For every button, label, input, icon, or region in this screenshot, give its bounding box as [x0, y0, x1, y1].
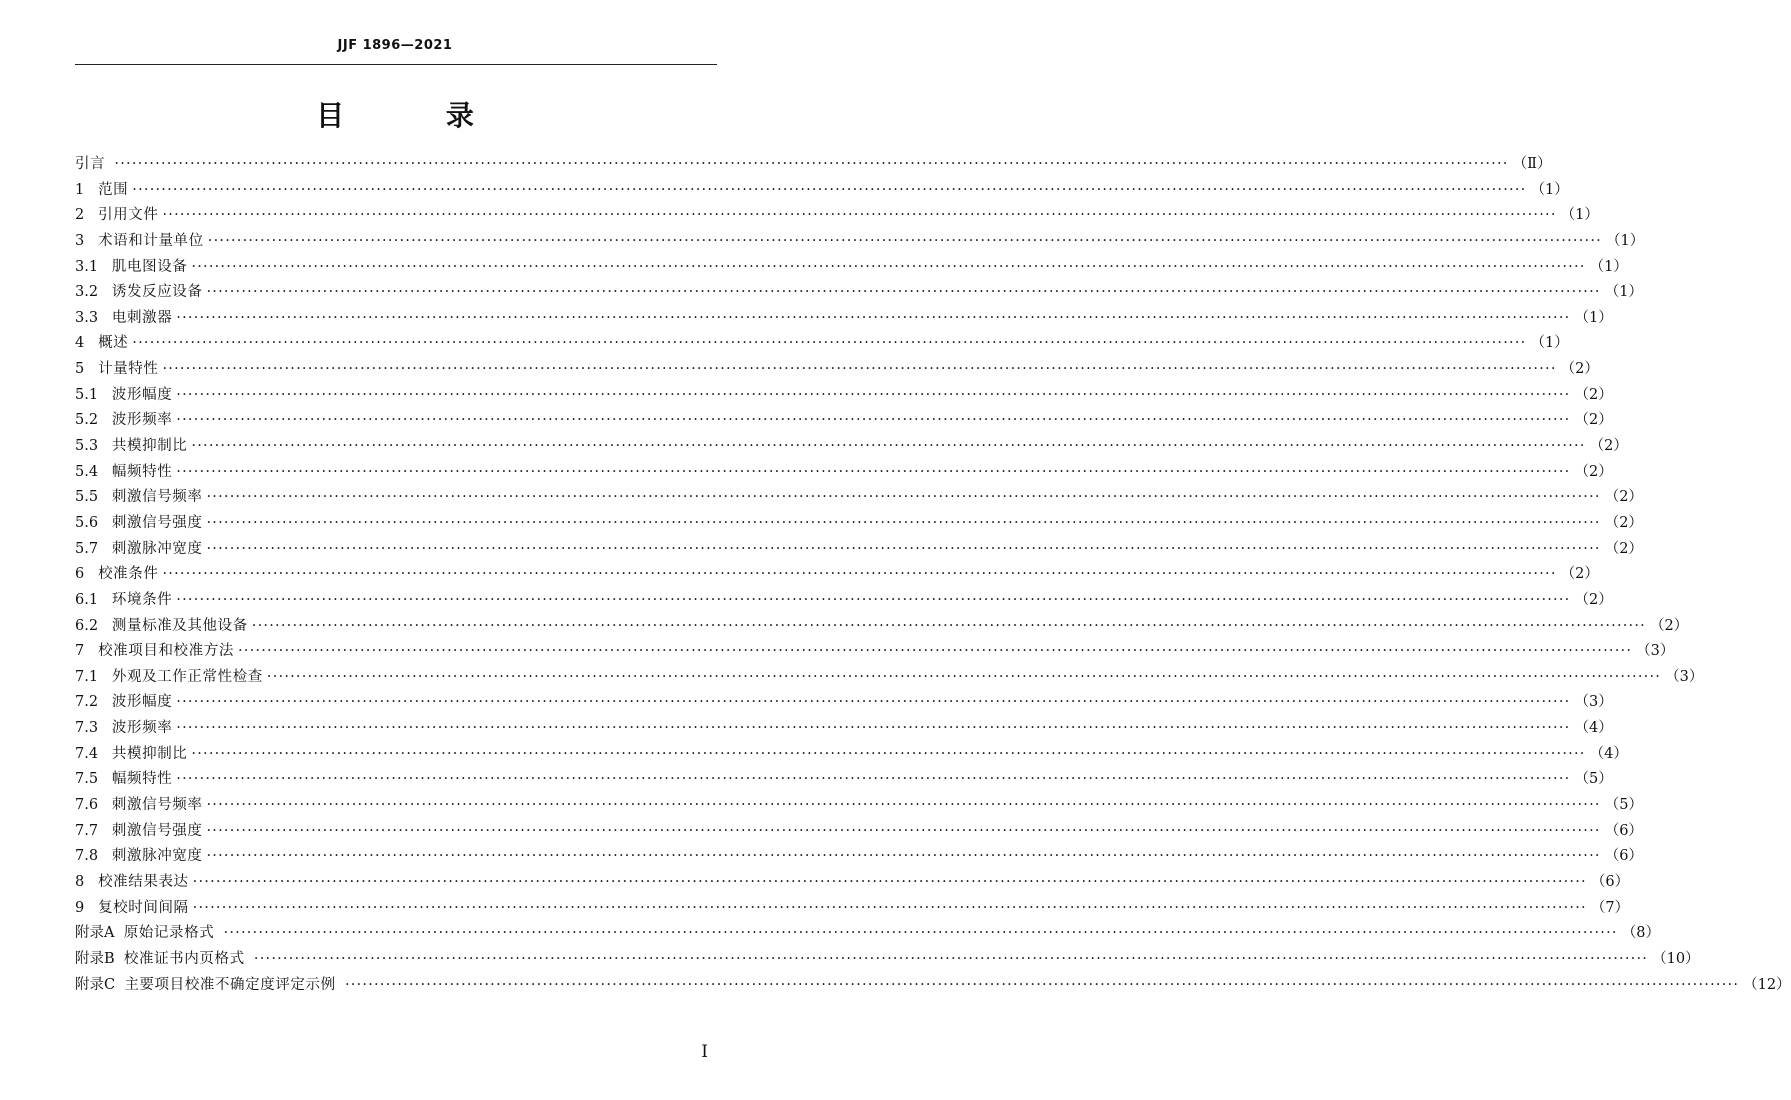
toc-leader-dots: ················································································································································································································································ [191, 258, 1586, 275]
toc-leader-dots: ················································································································································································································································ [206, 797, 1601, 814]
toc-entry-label: 电刺激器 [111, 309, 173, 326]
toc-entry-number: 1 [75, 181, 99, 198]
toc-entry[interactable] [75, 511, 1643, 537]
toc-entry-number: 5.7 [75, 540, 112, 557]
toc-leader-dots: ················································································································································································································································ [176, 771, 1571, 788]
toc-leader-dots: ················································································································································································································································ [206, 540, 1601, 557]
toc-entry-page: （2） [1589, 438, 1628, 455]
toc-entry-number: 7.3 [75, 720, 112, 737]
toc-entry-number: 7.4 [75, 745, 112, 762]
toc-entry-number: 6.2 [75, 617, 112, 634]
toc-entry-page: （1） [1574, 309, 1613, 326]
toc-entry-page: （2） [1650, 617, 1689, 634]
toc-entry[interactable] [75, 408, 1613, 434]
toc-entry-label: 诱发反应设备 [111, 284, 203, 301]
toc-entry[interactable] [75, 229, 1645, 255]
toc-entry-label: 刺激信号强度 [111, 514, 203, 531]
toc-entry-number: 2 [75, 207, 99, 224]
toc-entry-page: （1） [1604, 284, 1643, 301]
toc-entry-page: （10） [1652, 950, 1700, 967]
toc-entry-label: 刺激信号强度 [111, 822, 203, 839]
toc-leader-dots: ················································································································································································································································ [176, 720, 1571, 737]
toc-leader-dots: ················································································································································································································································ [266, 668, 1662, 685]
toc-entry-label: 共模抑制比 [111, 745, 188, 762]
toc-leader-dots: ················································································································································································································································ [192, 873, 1587, 890]
toc-entry-number: 6.1 [75, 591, 112, 608]
document-header: JJF 1896—2021 [337, 38, 453, 53]
toc-leader-dots: ················································································································································································································································ [191, 438, 1586, 455]
toc-entry-page: （12） [1743, 976, 1791, 993]
toc-leader-dots: ················································································································································································································································ [176, 309, 1571, 326]
toc-entry-label: 引用文件 [98, 207, 159, 224]
toc-entry-label: 环境条件 [111, 591, 173, 608]
toc-leader-dots: ················································································································································································································································ [114, 156, 1509, 172]
toc-leader-dots: ················································································································································································································································ [344, 976, 1740, 993]
toc-entry-number: 5.2 [75, 412, 112, 429]
toc-entry-label: 刺激脉冲宽度 [111, 848, 203, 865]
toc-leader-dots: ················································································································································································································································ [132, 181, 1527, 198]
toc-leader-dots: ················································································································································································································································ [176, 463, 1571, 480]
toc-leader-dots: ················································································································································································································································ [162, 207, 1557, 224]
toc-leader-dots: ················································································································································································································································ [176, 694, 1571, 711]
toc-entry-number: 5.5 [75, 489, 112, 506]
toc-entry[interactable] [75, 896, 1630, 922]
toc-leader-dots: ················································································································································································································································ [206, 489, 1601, 506]
toc-leader-dots: ················································································································································································································································ [192, 899, 1587, 916]
toc-leader-dots: ················································································································································································································································ [176, 386, 1571, 403]
toc-entry-label: 原始记录格式 [123, 925, 220, 942]
toc-entry[interactable] [75, 742, 1628, 768]
toc-entry[interactable] [75, 280, 1643, 306]
toc-entry-label: 幅频特性 [111, 463, 173, 480]
toc-entry-number: 附录C [75, 976, 125, 993]
toc-leader-dots: ················································································································································································································································ [162, 566, 1557, 583]
toc-entry[interactable] [75, 306, 1613, 332]
toc-entry-number: 7.7 [75, 822, 112, 839]
toc-entry-number: 3.1 [75, 258, 112, 275]
toc-entry-number: 附录A [75, 925, 124, 942]
toc-entry-page: （2） [1604, 514, 1643, 531]
toc-entry[interactable] [75, 485, 1643, 511]
toc-entry-number: 5.3 [75, 438, 112, 455]
toc-entry-label: 波形频率 [111, 720, 173, 737]
toc-entry-label: 引言 [75, 156, 111, 172]
toc-entry[interactable] [75, 383, 1613, 409]
toc-entry-number: 7.2 [75, 694, 112, 711]
toc-entry-number: 4 [75, 335, 99, 352]
toc-entry[interactable] [75, 844, 1643, 870]
toc-entry-label: 校准项目和校准方法 [98, 643, 234, 660]
toc-entry-label: 校准条件 [98, 566, 159, 583]
toc-entry[interactable] [75, 434, 1628, 460]
toc-entry-number: 7.1 [75, 668, 112, 685]
toc-entry[interactable] [75, 537, 1643, 563]
toc-entry-label: 波形频率 [111, 412, 173, 429]
toc-entry-number: 5.1 [75, 386, 112, 403]
toc-leader-dots: ················································································································································································································································ [206, 284, 1601, 301]
toc-entry-number: 8 [75, 873, 99, 890]
toc-entry[interactable] [75, 562, 1599, 588]
toc-leader-dots: ················································································································································································································································ [206, 848, 1601, 865]
toc-leader-dots: ················································································································································································································································ [207, 232, 1602, 249]
toc-entry-number: 7.5 [75, 771, 112, 788]
toc-entry[interactable] [75, 152, 1552, 178]
toc-entry-label: 复校时间间隔 [98, 899, 189, 916]
toc-entry-label: 肌电图设备 [111, 258, 188, 275]
toc-entry[interactable] [75, 690, 1613, 716]
toc-entry-label: 术语和计量单位 [98, 232, 204, 249]
toc-entry-page: （5） [1604, 797, 1643, 814]
toc-entry-page: （1） [1589, 258, 1628, 275]
toc-entry-page: （2） [1560, 361, 1599, 378]
toc-entry-page: （2） [1574, 463, 1613, 480]
toc-entry-number: 9 [75, 899, 99, 916]
page-number: I [701, 1042, 708, 1062]
toc-entry-page: （4） [1589, 745, 1628, 762]
toc-leader-dots: ················································································································································································································································ [176, 591, 1571, 608]
toc-entry-page: （6） [1590, 873, 1630, 890]
toc-entry-number: 附录B [75, 950, 124, 967]
toc-entry-number: 5 [75, 361, 99, 378]
toc-entry-label: 校准结果表达 [98, 873, 189, 890]
toc-entry[interactable] [75, 255, 1628, 281]
toc-entry-page: （Ⅱ） [1512, 156, 1552, 172]
table-of-contents [75, 152, 1791, 998]
toc-entry[interactable] [75, 665, 1704, 691]
toc-entry-page: （5） [1574, 771, 1613, 788]
toc-leader-dots: ················································································································································································································································ [162, 361, 1557, 378]
toc-entry-page: （3） [1574, 694, 1613, 711]
toc-entry-label: 刺激脉冲宽度 [111, 540, 203, 557]
toc-leader-dots: ················································································································································································································································ [191, 745, 1586, 762]
toc-entry-number: 3 [75, 232, 99, 249]
toc-entry-label: 测量标准及其他设备 [111, 617, 248, 634]
toc-entry-page: （2） [1574, 386, 1613, 403]
toc-entry[interactable] [75, 819, 1643, 845]
toc-entry-number: 7.8 [75, 848, 112, 865]
toc-entry-label: 波形幅度 [111, 386, 173, 403]
toc-entry-page: （2） [1604, 489, 1643, 506]
toc-leader-dots: ················································································································································································································································ [206, 822, 1601, 839]
toc-entry[interactable] [75, 767, 1613, 793]
toc-entry-page: （3） [1636, 643, 1675, 660]
toc-leader-dots: ················································································································································································································································ [251, 617, 1646, 634]
toc-leader-dots: ················································································································································································································································ [132, 335, 1527, 352]
toc-entry[interactable] [75, 716, 1613, 742]
toc-entry-label: 幅频特性 [111, 771, 173, 788]
page-title: 目 录 [316, 99, 520, 132]
toc-entry-page: （2） [1574, 591, 1613, 608]
toc-entry-number: 3.3 [75, 309, 112, 326]
toc-entry-page: （6） [1604, 848, 1643, 865]
toc-entry[interactable] [75, 793, 1643, 819]
toc-entry-label: 外观及工作正常性检查 [111, 668, 263, 685]
toc-entry-label: 计量特性 [98, 361, 159, 378]
toc-entry[interactable] [75, 947, 1700, 973]
toc-entry-page: （3） [1665, 668, 1704, 685]
toc-entry[interactable] [75, 921, 1660, 947]
toc-leader-dots: ················································································································································································································································ [206, 514, 1601, 531]
toc-entry-page: （2） [1560, 566, 1599, 583]
toc-entry-number: 3.2 [75, 284, 112, 301]
toc-entry-label: 概述 [98, 335, 129, 352]
toc-entry[interactable] [75, 639, 1675, 665]
toc-entry[interactable] [75, 331, 1569, 357]
toc-entry-page: （2） [1574, 412, 1613, 429]
toc-entry-page: （1） [1530, 181, 1569, 198]
toc-entry-label: 范围 [98, 181, 129, 198]
toc-entry-page: （1） [1560, 207, 1599, 224]
toc-entry-page: （6） [1604, 822, 1643, 839]
toc-entry-page: （2） [1604, 540, 1643, 557]
toc-entry-page: （7） [1590, 899, 1630, 916]
toc-entry[interactable] [75, 357, 1599, 383]
toc-leader-dots: ················································································································································································································································ [176, 412, 1571, 429]
toc-entry-label: 刺激信号频率 [111, 489, 203, 506]
toc-entry-label: 刺激信号频率 [111, 797, 203, 814]
toc-entry-number: 5.6 [75, 514, 112, 531]
toc-entry[interactable] [75, 178, 1569, 204]
toc-entry-number: 7 [75, 643, 99, 660]
toc-entry[interactable] [75, 973, 1791, 999]
toc-entry-label: 校准证书内页格式 [123, 950, 250, 967]
toc-entry-page: （8） [1621, 925, 1660, 942]
toc-entry-label: 共模抑制比 [111, 438, 188, 455]
toc-entry[interactable] [75, 460, 1613, 486]
toc-leader-dots: ················································································································································································································································ [223, 925, 1618, 942]
toc-entry-page: （4） [1574, 720, 1613, 737]
toc-entry-page: （1） [1530, 335, 1569, 352]
header-divider [75, 64, 717, 65]
toc-leader-dots: ················································································································································································································································ [253, 950, 1649, 967]
toc-entry-number: 7.6 [75, 797, 112, 814]
toc-entry[interactable] [75, 588, 1613, 614]
toc-entry[interactable] [75, 203, 1599, 229]
toc-entry-label: 波形幅度 [111, 694, 173, 711]
toc-leader-dots: ················································································································································································································································ [237, 643, 1633, 660]
toc-entry-label: 主要项目校准不确定度评定示例 [124, 976, 341, 993]
toc-entry[interactable] [75, 870, 1630, 896]
toc-entry-page: （1） [1605, 232, 1645, 249]
toc-entry[interactable] [75, 614, 1689, 640]
toc-entry-number: 6 [75, 566, 99, 583]
toc-entry-number: 5.4 [75, 463, 112, 480]
